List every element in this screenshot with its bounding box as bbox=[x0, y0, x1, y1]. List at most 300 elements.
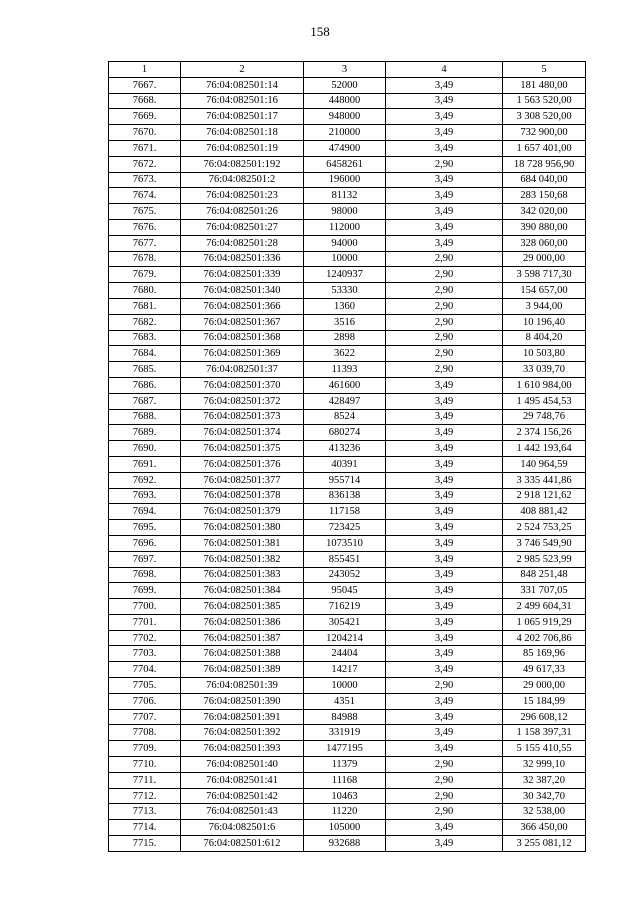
table-row bbox=[109, 362, 586, 378]
rate-cell: 2,90 bbox=[386, 772, 503, 788]
table-row bbox=[109, 441, 586, 457]
row-number-cell: 7705. bbox=[109, 678, 181, 694]
amount-cell: 3 255 081,12 bbox=[503, 836, 586, 852]
amount-cell: 30 342,70 bbox=[503, 788, 586, 804]
table-row bbox=[109, 836, 586, 852]
cadastral-number-cell: 76:04:082501:23 bbox=[181, 188, 304, 204]
amount-cell: 408 881,42 bbox=[503, 504, 586, 520]
cadastral-number-cell: 76:04:082501:18 bbox=[181, 125, 304, 141]
area-cell: 1204214 bbox=[304, 630, 386, 646]
amount-cell: 3 598 717,30 bbox=[503, 267, 586, 283]
rate-cell: 2,90 bbox=[386, 298, 503, 314]
rate-cell: 3,49 bbox=[386, 441, 503, 457]
cadastral-number-cell: 76:04:082501:383 bbox=[181, 567, 304, 583]
amount-cell: 2 985 523,99 bbox=[503, 551, 586, 567]
row-number-cell: 7680. bbox=[109, 283, 181, 299]
area-cell: 1240937 bbox=[304, 267, 386, 283]
amount-cell: 331 707,05 bbox=[503, 583, 586, 599]
row-number-cell: 7671. bbox=[109, 140, 181, 156]
amount-cell: 5 155 410,55 bbox=[503, 741, 586, 757]
table-row bbox=[109, 488, 586, 504]
amount-cell: 10 503,80 bbox=[503, 346, 586, 362]
table-row bbox=[109, 425, 586, 441]
amount-cell: 2 524 753,25 bbox=[503, 520, 586, 536]
amount-cell: 154 657,00 bbox=[503, 283, 586, 299]
table-row bbox=[109, 251, 586, 267]
table-row bbox=[109, 330, 586, 346]
cadastral-number-cell: 76:04:082501:390 bbox=[181, 693, 304, 709]
amount-cell: 296 608,12 bbox=[503, 709, 586, 725]
row-number-cell: 7688. bbox=[109, 409, 181, 425]
area-cell: 948000 bbox=[304, 109, 386, 125]
table-row bbox=[109, 188, 586, 204]
table-row bbox=[109, 520, 586, 536]
row-number-cell: 7708. bbox=[109, 725, 181, 741]
amount-cell: 29 000,00 bbox=[503, 251, 586, 267]
cadastral-number-cell: 76:04:082501:16 bbox=[181, 93, 304, 109]
rate-cell: 3,49 bbox=[386, 599, 503, 615]
area-cell: 474900 bbox=[304, 140, 386, 156]
cadastral-number-cell: 76:04:082501:28 bbox=[181, 235, 304, 251]
area-cell: 448000 bbox=[304, 93, 386, 109]
row-number-cell: 7695. bbox=[109, 520, 181, 536]
rate-cell: 2,90 bbox=[386, 314, 503, 330]
rate-cell: 3,49 bbox=[386, 409, 503, 425]
row-number-cell: 7672. bbox=[109, 156, 181, 172]
area-cell: 95045 bbox=[304, 583, 386, 599]
table-row bbox=[109, 741, 586, 757]
row-number-cell: 7710. bbox=[109, 757, 181, 773]
area-cell: 955714 bbox=[304, 472, 386, 488]
rate-cell: 3,49 bbox=[386, 377, 503, 393]
rate-cell: 3,49 bbox=[386, 456, 503, 472]
row-number-cell: 7700. bbox=[109, 599, 181, 615]
area-cell: 836138 bbox=[304, 488, 386, 504]
table-row bbox=[109, 693, 586, 709]
cadastral-number-cell: 76:04:082501:336 bbox=[181, 251, 304, 267]
row-number-cell: 7714. bbox=[109, 820, 181, 836]
area-cell: 855451 bbox=[304, 551, 386, 567]
area-cell: 4351 bbox=[304, 693, 386, 709]
cadastral-number-cell: 76:04:082501:368 bbox=[181, 330, 304, 346]
row-number-cell: 7696. bbox=[109, 535, 181, 551]
cadastral-number-cell: 76:04:082501:367 bbox=[181, 314, 304, 330]
row-number-cell: 7693. bbox=[109, 488, 181, 504]
rate-cell: 3,49 bbox=[386, 235, 503, 251]
cadastral-number-cell: 76:04:082501:41 bbox=[181, 772, 304, 788]
rate-cell: 3,49 bbox=[386, 93, 503, 109]
table-row bbox=[109, 346, 586, 362]
row-number-cell: 7712. bbox=[109, 788, 181, 804]
amount-cell: 342 020,00 bbox=[503, 204, 586, 220]
table-row bbox=[109, 377, 586, 393]
area-cell: 413236 bbox=[304, 441, 386, 457]
cadastral-number-cell: 76:04:082501:366 bbox=[181, 298, 304, 314]
area-cell: 6458261 bbox=[304, 156, 386, 172]
rate-cell: 3,49 bbox=[386, 741, 503, 757]
cadastral-number-cell: 76:04:082501:192 bbox=[181, 156, 304, 172]
rate-cell: 3,49 bbox=[386, 583, 503, 599]
rate-cell: 3,49 bbox=[386, 219, 503, 235]
table-row bbox=[109, 156, 586, 172]
amount-cell: 684 040,00 bbox=[503, 172, 586, 188]
area-cell: 14217 bbox=[304, 662, 386, 678]
row-number-cell: 7679. bbox=[109, 267, 181, 283]
rate-cell: 3,49 bbox=[386, 393, 503, 409]
amount-cell: 366 450,00 bbox=[503, 820, 586, 836]
cadastral-number-cell: 76:04:082501:369 bbox=[181, 346, 304, 362]
table-row bbox=[109, 393, 586, 409]
row-number-cell: 7703. bbox=[109, 646, 181, 662]
cadastral-number-cell: 76:04:082501:375 bbox=[181, 441, 304, 457]
area-cell: 10463 bbox=[304, 788, 386, 804]
amount-cell: 390 880,00 bbox=[503, 219, 586, 235]
data-table bbox=[108, 61, 586, 852]
header-row bbox=[109, 62, 586, 78]
amount-cell: 33 039,70 bbox=[503, 362, 586, 378]
rate-cell: 2,90 bbox=[386, 283, 503, 299]
amount-cell: 3 944,00 bbox=[503, 298, 586, 314]
column-header: 2 bbox=[181, 62, 304, 78]
cadastral-number-cell: 76:04:082501:374 bbox=[181, 425, 304, 441]
row-number-cell: 7673. bbox=[109, 172, 181, 188]
table-row bbox=[109, 804, 586, 820]
cadastral-number-cell: 76:04:082501:376 bbox=[181, 456, 304, 472]
cadastral-number-cell: 76:04:082501:382 bbox=[181, 551, 304, 567]
amount-cell: 1 657 401,00 bbox=[503, 140, 586, 156]
cadastral-number-cell: 76:04:082501:377 bbox=[181, 472, 304, 488]
amount-cell: 2 374 156,26 bbox=[503, 425, 586, 441]
amount-cell: 1 610 984,00 bbox=[503, 377, 586, 393]
table-row bbox=[109, 820, 586, 836]
table-row bbox=[109, 725, 586, 741]
amount-cell: 732 900,00 bbox=[503, 125, 586, 141]
area-cell: 680274 bbox=[304, 425, 386, 441]
row-number-cell: 7668. bbox=[109, 93, 181, 109]
row-number-cell: 7682. bbox=[109, 314, 181, 330]
rate-cell: 3,49 bbox=[386, 567, 503, 583]
cadastral-number-cell: 76:04:082501:612 bbox=[181, 836, 304, 852]
rate-cell: 3,49 bbox=[386, 709, 503, 725]
cadastral-number-cell: 76:04:082501:393 bbox=[181, 741, 304, 757]
cadastral-number-cell: 76:04:082501:389 bbox=[181, 662, 304, 678]
row-number-cell: 7706. bbox=[109, 693, 181, 709]
table-row bbox=[109, 298, 586, 314]
table-row bbox=[109, 409, 586, 425]
amount-cell: 283 150,68 bbox=[503, 188, 586, 204]
cadastral-number-cell: 76:04:082501:6 bbox=[181, 820, 304, 836]
cadastral-number-cell: 76:04:082501:379 bbox=[181, 504, 304, 520]
table-row bbox=[109, 219, 586, 235]
table-row bbox=[109, 709, 586, 725]
area-cell: 331919 bbox=[304, 725, 386, 741]
row-number-cell: 7670. bbox=[109, 125, 181, 141]
table-row bbox=[109, 125, 586, 141]
rate-cell: 3,49 bbox=[386, 188, 503, 204]
row-number-cell: 7678. bbox=[109, 251, 181, 267]
table-row bbox=[109, 314, 586, 330]
cadastral-number-cell: 76:04:082501:370 bbox=[181, 377, 304, 393]
area-cell: 81132 bbox=[304, 188, 386, 204]
area-cell: 210000 bbox=[304, 125, 386, 141]
row-number-cell: 7694. bbox=[109, 504, 181, 520]
row-number-cell: 7669. bbox=[109, 109, 181, 125]
table-row bbox=[109, 567, 586, 583]
amount-cell: 29 748,76 bbox=[503, 409, 586, 425]
rate-cell: 3,49 bbox=[386, 520, 503, 536]
cadastral-number-cell: 76:04:082501:388 bbox=[181, 646, 304, 662]
area-cell: 723425 bbox=[304, 520, 386, 536]
rate-cell: 3,49 bbox=[386, 204, 503, 220]
rate-cell: 2,90 bbox=[386, 267, 503, 283]
amount-cell: 18 728 956,90 bbox=[503, 156, 586, 172]
rate-cell: 2,90 bbox=[386, 757, 503, 773]
cadastral-number-cell: 76:04:082501:384 bbox=[181, 583, 304, 599]
row-number-cell: 7687. bbox=[109, 393, 181, 409]
rate-cell: 3,49 bbox=[386, 646, 503, 662]
row-number-cell: 7674. bbox=[109, 188, 181, 204]
row-number-cell: 7713. bbox=[109, 804, 181, 820]
table-row bbox=[109, 140, 586, 156]
page-number: 158 bbox=[310, 24, 330, 39]
amount-cell: 1 563 520,00 bbox=[503, 93, 586, 109]
amount-cell: 15 184,99 bbox=[503, 693, 586, 709]
area-cell: 112000 bbox=[304, 219, 386, 235]
rate-cell: 3,49 bbox=[386, 630, 503, 646]
amount-cell: 10 196,40 bbox=[503, 314, 586, 330]
row-number-cell: 7697. bbox=[109, 551, 181, 567]
rate-cell: 3,49 bbox=[386, 172, 503, 188]
area-cell: 84988 bbox=[304, 709, 386, 725]
row-number-cell: 7707. bbox=[109, 709, 181, 725]
rate-cell: 3,49 bbox=[386, 77, 503, 93]
row-number-cell: 7684. bbox=[109, 346, 181, 362]
rate-cell: 3,49 bbox=[386, 425, 503, 441]
amount-cell: 1 158 397,31 bbox=[503, 725, 586, 741]
rate-cell: 3,49 bbox=[386, 551, 503, 567]
cadastral-number-cell: 76:04:082501:19 bbox=[181, 140, 304, 156]
cadastral-number-cell: 76:04:082501:39 bbox=[181, 678, 304, 694]
rate-cell: 3,49 bbox=[386, 725, 503, 741]
area-cell: 11393 bbox=[304, 362, 386, 378]
table-row bbox=[109, 472, 586, 488]
table-row bbox=[109, 172, 586, 188]
cadastral-number-cell: 76:04:082501:42 bbox=[181, 788, 304, 804]
area-cell: 3622 bbox=[304, 346, 386, 362]
row-number-cell: 7685. bbox=[109, 362, 181, 378]
cadastral-number-cell: 76:04:082501:372 bbox=[181, 393, 304, 409]
cadastral-number-cell: 76:04:082501:43 bbox=[181, 804, 304, 820]
amount-cell: 1 495 454,53 bbox=[503, 393, 586, 409]
amount-cell: 140 964,59 bbox=[503, 456, 586, 472]
area-cell: 11379 bbox=[304, 757, 386, 773]
amount-cell: 8 404,20 bbox=[503, 330, 586, 346]
row-number-cell: 7698. bbox=[109, 567, 181, 583]
row-number-cell: 7675. bbox=[109, 204, 181, 220]
rate-cell: 2,90 bbox=[386, 678, 503, 694]
cadastral-number-cell: 76:04:082501:385 bbox=[181, 599, 304, 615]
row-number-cell: 7681. bbox=[109, 298, 181, 314]
amount-cell: 3 746 549,90 bbox=[503, 535, 586, 551]
table-row bbox=[109, 630, 586, 646]
cadastral-number-cell: 76:04:082501:40 bbox=[181, 757, 304, 773]
amount-cell: 2 918 121,62 bbox=[503, 488, 586, 504]
cadastral-number-cell: 76:04:082501:340 bbox=[181, 283, 304, 299]
area-cell: 1073510 bbox=[304, 535, 386, 551]
rate-cell: 3,49 bbox=[386, 140, 503, 156]
cadastral-number-cell: 76:04:082501:17 bbox=[181, 109, 304, 125]
area-cell: 10000 bbox=[304, 251, 386, 267]
cadastral-number-cell: 76:04:082501:392 bbox=[181, 725, 304, 741]
column-header: 3 bbox=[304, 62, 386, 78]
area-cell: 98000 bbox=[304, 204, 386, 220]
rate-cell: 3,49 bbox=[386, 662, 503, 678]
row-number-cell: 7689. bbox=[109, 425, 181, 441]
area-cell: 2898 bbox=[304, 330, 386, 346]
rate-cell: 2,90 bbox=[386, 156, 503, 172]
amount-cell: 328 060,00 bbox=[503, 235, 586, 251]
area-cell: 1360 bbox=[304, 298, 386, 314]
area-cell: 117158 bbox=[304, 504, 386, 520]
cadastral-number-cell: 76:04:082501:378 bbox=[181, 488, 304, 504]
row-number-cell: 7686. bbox=[109, 377, 181, 393]
table-row bbox=[109, 456, 586, 472]
area-cell: 10000 bbox=[304, 678, 386, 694]
row-number-cell: 7704. bbox=[109, 662, 181, 678]
area-cell: 196000 bbox=[304, 172, 386, 188]
table-row bbox=[109, 614, 586, 630]
rate-cell: 3,49 bbox=[386, 125, 503, 141]
column-header: 1 bbox=[109, 62, 181, 78]
table-row bbox=[109, 93, 586, 109]
rate-cell: 3,49 bbox=[386, 614, 503, 630]
row-number-cell: 7677. bbox=[109, 235, 181, 251]
area-cell: 305421 bbox=[304, 614, 386, 630]
row-number-cell: 7683. bbox=[109, 330, 181, 346]
area-cell: 105000 bbox=[304, 820, 386, 836]
row-number-cell: 7692. bbox=[109, 472, 181, 488]
row-number-cell: 7715. bbox=[109, 836, 181, 852]
column-header: 4 bbox=[386, 62, 503, 78]
row-number-cell: 7690. bbox=[109, 441, 181, 457]
amount-cell: 29 000,00 bbox=[503, 678, 586, 694]
amount-cell: 4 202 706,86 bbox=[503, 630, 586, 646]
area-cell: 53330 bbox=[304, 283, 386, 299]
area-cell: 8524 bbox=[304, 409, 386, 425]
area-cell: 11220 bbox=[304, 804, 386, 820]
area-cell: 428497 bbox=[304, 393, 386, 409]
table-row bbox=[109, 788, 586, 804]
amount-cell: 1 065 919,29 bbox=[503, 614, 586, 630]
rate-cell: 2,90 bbox=[386, 346, 503, 362]
area-cell: 243052 bbox=[304, 567, 386, 583]
table-row bbox=[109, 283, 586, 299]
row-number-cell: 7709. bbox=[109, 741, 181, 757]
cadastral-number-cell: 76:04:082501:373 bbox=[181, 409, 304, 425]
area-cell: 3516 bbox=[304, 314, 386, 330]
table-row bbox=[109, 504, 586, 520]
cadastral-number-cell: 76:04:082501:339 bbox=[181, 267, 304, 283]
table-row bbox=[109, 583, 586, 599]
row-number-cell: 7702. bbox=[109, 630, 181, 646]
area-cell: 24404 bbox=[304, 646, 386, 662]
amount-cell: 1 442 193,64 bbox=[503, 441, 586, 457]
table-row bbox=[109, 757, 586, 773]
rate-cell: 3,49 bbox=[386, 488, 503, 504]
rate-cell: 2,90 bbox=[386, 804, 503, 820]
amount-cell: 32 538,00 bbox=[503, 804, 586, 820]
column-header: 5 bbox=[503, 62, 586, 78]
rate-cell: 3,49 bbox=[386, 820, 503, 836]
cadastral-number-cell: 76:04:082501:387 bbox=[181, 630, 304, 646]
rate-cell: 3,49 bbox=[386, 836, 503, 852]
table-row bbox=[109, 109, 586, 125]
table-row bbox=[109, 551, 586, 567]
amount-cell: 2 499 604,31 bbox=[503, 599, 586, 615]
amount-cell: 32 999,10 bbox=[503, 757, 586, 773]
area-cell: 94000 bbox=[304, 235, 386, 251]
cadastral-number-cell: 76:04:082501:14 bbox=[181, 77, 304, 93]
table-row bbox=[109, 204, 586, 220]
row-number-cell: 7691. bbox=[109, 456, 181, 472]
area-cell: 40391 bbox=[304, 456, 386, 472]
amount-cell: 85 169,96 bbox=[503, 646, 586, 662]
rate-cell: 3,49 bbox=[386, 693, 503, 709]
area-cell: 461600 bbox=[304, 377, 386, 393]
cadastral-number-cell: 76:04:082501:391 bbox=[181, 709, 304, 725]
area-cell: 52000 bbox=[304, 77, 386, 93]
rate-cell: 3,49 bbox=[386, 535, 503, 551]
row-number-cell: 7701. bbox=[109, 614, 181, 630]
rate-cell: 2,90 bbox=[386, 251, 503, 267]
cadastral-number-cell: 76:04:082501:37 bbox=[181, 362, 304, 378]
table-body bbox=[109, 77, 586, 851]
amount-cell: 32 387,20 bbox=[503, 772, 586, 788]
amount-cell: 181 480,00 bbox=[503, 77, 586, 93]
area-cell: 716219 bbox=[304, 599, 386, 615]
rate-cell: 3,49 bbox=[386, 109, 503, 125]
row-number-cell: 7667. bbox=[109, 77, 181, 93]
table-row bbox=[109, 678, 586, 694]
table-row bbox=[109, 235, 586, 251]
table-row bbox=[109, 267, 586, 283]
amount-cell: 49 617,33 bbox=[503, 662, 586, 678]
table-row bbox=[109, 662, 586, 678]
cadastral-number-cell: 76:04:082501:386 bbox=[181, 614, 304, 630]
amount-cell: 3 308 520,00 bbox=[503, 109, 586, 125]
area-cell: 1477195 bbox=[304, 741, 386, 757]
row-number-cell: 7676. bbox=[109, 219, 181, 235]
cadastral-number-cell: 76:04:082501:26 bbox=[181, 204, 304, 220]
area-cell: 932688 bbox=[304, 836, 386, 852]
table-row bbox=[109, 599, 586, 615]
cadastral-number-cell: 76:04:082501:381 bbox=[181, 535, 304, 551]
rate-cell: 2,90 bbox=[386, 788, 503, 804]
amount-cell: 848 251,48 bbox=[503, 567, 586, 583]
row-number-cell: 7711. bbox=[109, 772, 181, 788]
rate-cell: 2,90 bbox=[386, 330, 503, 346]
table-row bbox=[109, 77, 586, 93]
area-cell: 11168 bbox=[304, 772, 386, 788]
amount-cell: 3 335 441,86 bbox=[503, 472, 586, 488]
table-row bbox=[109, 535, 586, 551]
cadastral-number-cell: 76:04:082501:27 bbox=[181, 219, 304, 235]
row-number-cell: 7699. bbox=[109, 583, 181, 599]
rate-cell: 3,49 bbox=[386, 472, 503, 488]
rate-cell: 2,90 bbox=[386, 362, 503, 378]
table-row bbox=[109, 646, 586, 662]
table-row bbox=[109, 772, 586, 788]
